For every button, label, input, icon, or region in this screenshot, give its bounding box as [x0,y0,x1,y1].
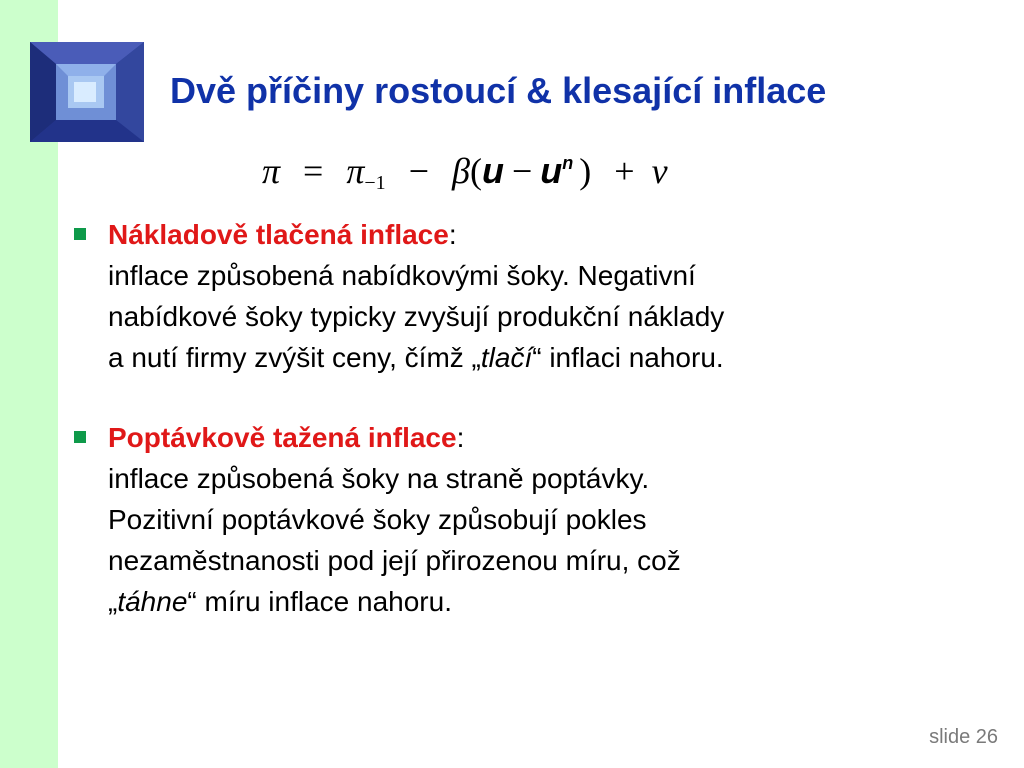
bullet-line-last [108,581,974,622]
formula-equals: = [303,151,324,191]
square-bullet-icon [74,228,86,240]
square-bullet-icon [74,431,86,443]
window-perspective-logo [30,42,144,142]
colon: : [448,219,457,250]
bullet-line: inflace způsobená šoky na straně poptávky. [108,463,650,494]
formula-nu: ν [651,151,668,191]
formula-minus: − [408,151,429,191]
text-segment: “ míru inflace nahoru. [187,586,452,617]
formula-minus-2: − [511,151,533,191]
formula-plus: + [614,151,635,191]
emphasis-word: táhne [117,586,188,617]
formula-lparen: ( [469,151,482,191]
bullet-heading: Poptávkově tažená inflace [108,422,457,453]
bullet-heading: Nákladově tlačená inflace [108,219,449,250]
bullet-line: inflace způsobená nabídkovými šoky. Negativní [108,260,696,291]
formula-u-natural: u [540,150,563,191]
formula-beta: β [452,151,470,191]
text-segment: “ inflaci nahoru. [532,342,724,373]
colon: : [456,422,465,453]
formula-superscript: n [562,153,574,173]
text-segment: „ [108,586,118,617]
bullet-demand-pull [74,417,974,622]
slide-title: Dvě příčiny rostoucí & klesající inflace [170,70,827,111]
formula-pi-lagged: π [346,151,365,191]
bullet-line: nezaměstnanosti pod její přirozenou míru, což [108,545,681,576]
bullet-line-last [108,337,974,378]
text-segment: a nutí firmy zvýšit ceny, čímž „ [108,342,481,373]
formula-rparen: ) [579,151,592,191]
bullet-line: Pozitivní poptávkové šoky způsobují pokles [108,504,647,535]
inflation-formula [262,150,668,195]
formula-pi: π [262,151,281,191]
bullet-line: nabídkové šoky typicky zvyšují produkční náklady [108,301,725,332]
emphasis-word: tlačí [480,342,533,373]
slide-number: slide 26 [929,726,998,748]
bullet-cost-push [74,214,974,378]
formula-subscript: −1 [364,172,386,194]
formula-u: u [481,150,504,191]
